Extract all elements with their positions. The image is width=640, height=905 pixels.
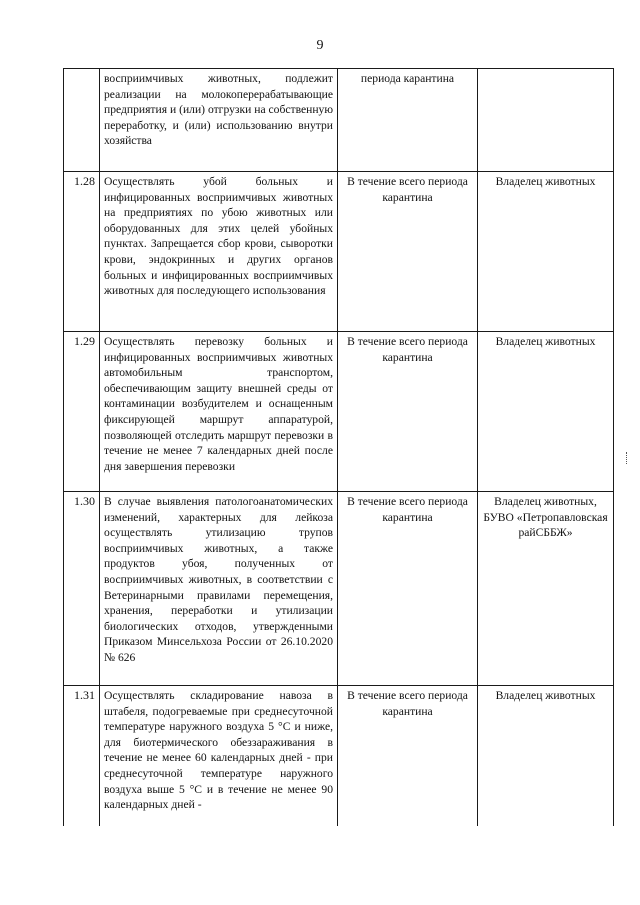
row-number <box>64 69 100 172</box>
term-cell: В течение всего периода карантина <box>338 172 478 332</box>
action-cell: В случае выявления патологоанатомических изменений, характерных для лейкоза осуществлять утилизацию трупов восприимчивых животных, а также продуктов убоя, полученных от восприимчивых животных, в соответствии с Ветеринарными правилами перемещения, хранения, переработки и утилизации биологических отходов, утвержденными Приказом Минсельхоза России от 26.10.2020 № 626 <box>100 492 338 686</box>
measures-table <box>63 68 614 826</box>
term-cell: В течение всего периода карантина <box>338 492 478 686</box>
action-cell: Осуществлять убой больных и инфицированных восприимчивых животных на предприятиях по убою животных или оборудованных для этих целей убойных пунктах. Запрещается сбор крови, сыворотки крови, эндокринных и других органов больных и инфицированных восприимчивых животных для последующего использования <box>100 172 338 332</box>
scan-margin-mark <box>626 452 629 464</box>
responsible-cell: Владелец животных <box>478 172 614 332</box>
action-cell: Осуществлять перевозку больных и инфицированных восприимчивых животных автомобильным транспортом, обеспечивающим защиту внешней среды от контаминации возбудителем и оснащенным фиксирующей маршрут аппаратурой, позволяющей отследить маршрут перевозки в течение не менее 7 календарных дней после дня завершения перевозки <box>100 332 338 492</box>
responsible-cell: Владелец животных <box>478 686 614 826</box>
page-number: 9 <box>316 38 324 53</box>
action-cell: Осуществлять складирование навоза в штабеля, подогреваемые при среднесуточной температуре наружного воздуха 5 °С и ниже, для биотермического обеззараживания в течение не менее 60 календарных дней - при среднесуточной температуре наружного воздуха выше 5 °С и в течение не менее 90 календарных дней - <box>100 686 338 826</box>
responsible-cell: Владелец животных, БУВО «Петропавловская райСББЖ» <box>478 492 614 686</box>
row-number: 1.31 <box>64 686 100 826</box>
term-cell: периода карантина <box>338 69 478 172</box>
term-cell: В течение всего периода карантина <box>338 332 478 492</box>
table-row <box>64 69 614 172</box>
action-cell: восприимчивых животных, подлежит реализации на молокоперерабатывающие предприятия и (или) отгрузки на собственную переработку, и (или) использованию внутри хозяйства <box>100 69 338 172</box>
table-row <box>64 686 614 826</box>
responsible-cell: Владелец животных <box>478 332 614 492</box>
row-number: 1.29 <box>64 332 100 492</box>
table-row <box>64 332 614 492</box>
term-cell: В течение всего периода карантина <box>338 686 478 826</box>
table-row <box>64 492 614 686</box>
responsible-cell <box>478 69 614 172</box>
row-number: 1.28 <box>64 172 100 332</box>
row-number: 1.30 <box>64 492 100 686</box>
table-row <box>64 172 614 332</box>
